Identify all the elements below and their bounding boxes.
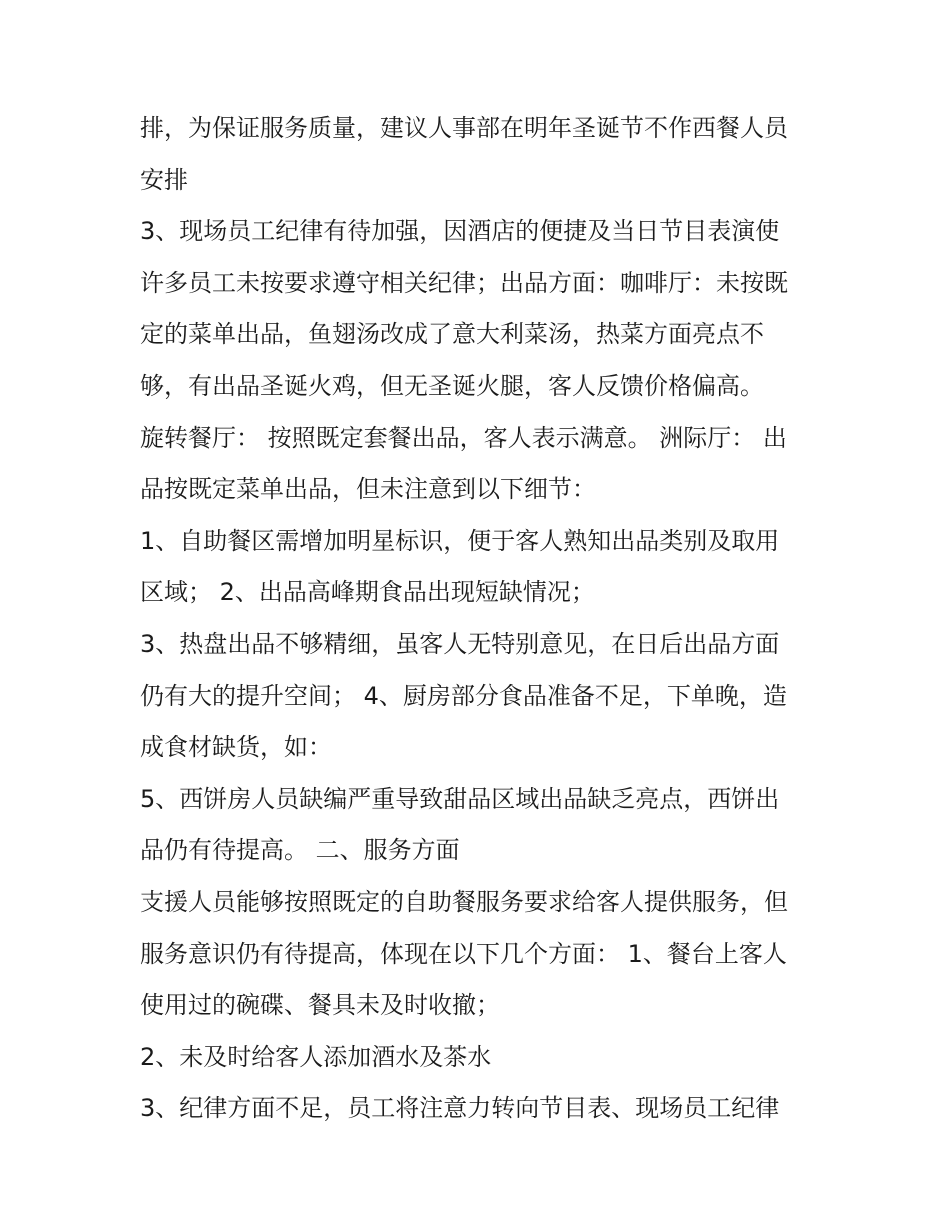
text-line: 安排 xyxy=(140,165,188,194)
text-line: 3、纪律方面不足，员工将注意力转向节目表、现场员工纪律 xyxy=(140,1094,780,1123)
text-line: 使用过的碗碟、餐具未及时收撤； xyxy=(140,991,500,1020)
text-line: 品按既定菜单出品，但未注意到以下细节： xyxy=(140,475,596,504)
text-line: 3、现场员工纪律有待加强，因酒店的便捷及当日节目表演使 xyxy=(140,217,780,246)
text-line: 品仍有待提高。 二、服务方面 xyxy=(140,836,460,865)
text-line: 够，有出品圣诞火鸡，但无圣诞火腿，客人反馈价格偏高。 xyxy=(140,371,764,400)
text-line: 服务意识仍有待提高，体现在以下几个方面： 1、餐台上客人 xyxy=(140,939,787,968)
text-line: 支援人员能够按照既定的自助餐服务要求给客人提供服务，但 xyxy=(140,887,788,916)
text-line: 仍有大的提升空间； 4、厨房部分食品准备不足，下单晚，造 xyxy=(140,681,787,710)
text-line: 3、热盘出品不够精细，虽客人无特别意见，在日后出品方面 xyxy=(140,629,780,658)
text-line: 5、西饼房人员缺编严重导致甜品区域出品缺乏亮点，西饼出 xyxy=(140,784,780,813)
text-line: 许多员工未按要求遵守相关纪律；出品方面：咖啡厅：未按既 xyxy=(140,268,788,297)
text-line: 区域； 2、出品高峰期食品出现短缺情况； xyxy=(140,578,595,607)
text-line: 成食材缺货，如： xyxy=(140,733,332,762)
text-line: 排，为保证服务质量，建议人事部在明年圣诞节不作西餐人员 xyxy=(140,114,788,142)
text-line: 旋转餐厅： 按照既定套餐出品，客人表示满意。 洲际厅： 出 xyxy=(140,423,787,452)
text-line: 1、自助餐区需增加明星标识，便于客人熟知出品类别及取用 xyxy=(140,526,780,555)
text-line: 定的菜单出品，鱼翅汤改成了意大利菜汤，热菜方面亮点不 xyxy=(140,320,764,349)
document-body xyxy=(140,103,820,1135)
text-line: 2、未及时给客人添加酒水及茶水 xyxy=(140,1042,492,1071)
